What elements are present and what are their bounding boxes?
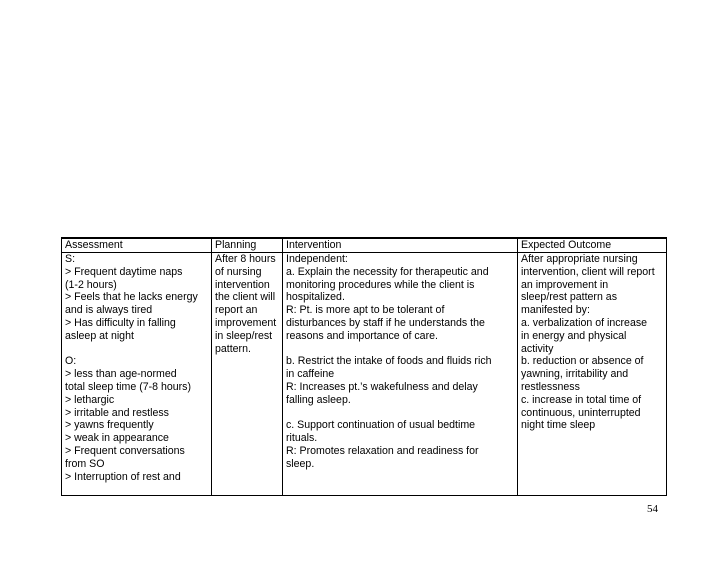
cell-line: pattern. xyxy=(215,342,251,355)
page-number: 54 xyxy=(647,503,658,515)
cell-line: R: Promotes relaxation and readiness for xyxy=(286,444,479,457)
cell-line: rituals. xyxy=(286,432,318,445)
cell-line: After 8 hours xyxy=(215,253,276,265)
cell-line: of nursing xyxy=(215,265,262,278)
cell-line: sleep. xyxy=(286,457,315,470)
cell-line: > irritable and restless xyxy=(65,406,169,419)
cell-line: sleep/rest pattern as xyxy=(521,291,617,304)
cell-line: R: Pt. is more apt to be tolerant of xyxy=(286,304,445,317)
cell-line: yawning, irritability and xyxy=(521,368,629,381)
cell-line: b. reduction or absence of xyxy=(521,355,644,368)
header-expected-outcome: Expected Outcome xyxy=(518,238,667,253)
cell-line: R: Increases pt.’s wakefulness and delay xyxy=(286,380,478,393)
nursing-care-plan-table xyxy=(61,237,667,496)
cell-line: b. Restrict the intake of foods and fluids rich xyxy=(286,355,492,368)
cell-line: from SO xyxy=(65,457,105,470)
cell-line: c. increase in total time of xyxy=(521,393,642,406)
expected-outcome-cell xyxy=(518,253,667,496)
cell-line: c. Support continuation of usual bedtime xyxy=(286,419,476,432)
cell-line: intervention xyxy=(215,278,270,291)
cell-line: After appropriate nursing xyxy=(521,253,638,265)
cell-line: disturbances by staff if he understands the xyxy=(286,316,485,329)
cell-line: > Frequent conversations xyxy=(65,444,185,457)
cell-line: night time sleep xyxy=(521,419,596,432)
cell-line: intervention, client will report xyxy=(521,265,655,278)
assessment-cell xyxy=(62,253,212,496)
cell-line: in energy and physical xyxy=(521,329,627,342)
cell-line xyxy=(65,343,208,356)
cell-line: and is always tired xyxy=(65,304,153,317)
cell-line: S: xyxy=(65,253,76,265)
cell-line: > Feels that he lacks energy xyxy=(65,291,198,304)
cell-line: manifested by: xyxy=(521,304,590,317)
intervention-cell xyxy=(283,253,518,496)
cell-line: an improvement in xyxy=(521,278,609,291)
cell-line: in caffeine xyxy=(286,368,335,381)
cell-line: > lethargic xyxy=(65,393,115,406)
header-planning: Planning xyxy=(212,238,283,253)
cell-line: report an xyxy=(215,304,258,317)
cell-line: improvement xyxy=(215,316,277,329)
cell-line: a. Explain the necessity for therapeutic and xyxy=(286,265,489,278)
cell-line: > Has difficulty in falling xyxy=(65,316,176,329)
cell-line: hospitalized. xyxy=(286,291,345,304)
cell-line: total sleep time (7-8 hours) xyxy=(65,380,192,393)
cell-line: falling asleep. xyxy=(286,393,351,406)
cell-line: asleep at night xyxy=(65,329,134,342)
cell-line: > weak in appearance xyxy=(65,432,169,445)
header-assessment: Assessment xyxy=(62,238,212,253)
cell-line xyxy=(286,407,514,420)
cell-line: restlessness xyxy=(521,380,580,393)
cell-line: Independent: xyxy=(286,253,348,265)
cell-line xyxy=(286,343,514,356)
table-header-row xyxy=(62,238,667,253)
cell-line: > yawns frequently xyxy=(65,419,154,432)
cell-line: O: xyxy=(65,355,77,368)
cell-line: activity xyxy=(521,342,554,355)
header-intervention: Intervention xyxy=(283,238,518,253)
cell-line: a. verbalization of increase xyxy=(521,316,648,329)
cell-line: > Interruption of rest and xyxy=(65,470,181,483)
table-row xyxy=(62,253,667,496)
cell-line: reasons and importance of care. xyxy=(286,329,438,342)
cell-line: monitoring procedures while the client is xyxy=(286,278,475,291)
cell-line: continuous, uninterrupted xyxy=(521,406,641,419)
cell-line: in sleep/rest xyxy=(215,329,273,342)
cell-line: > Frequent daytime naps xyxy=(65,265,183,278)
cell-line: > less than age-normed xyxy=(65,368,177,381)
planning-cell xyxy=(212,253,283,496)
cell-line: (1-2 hours) xyxy=(65,278,117,291)
cell-line: the client will xyxy=(215,291,276,304)
